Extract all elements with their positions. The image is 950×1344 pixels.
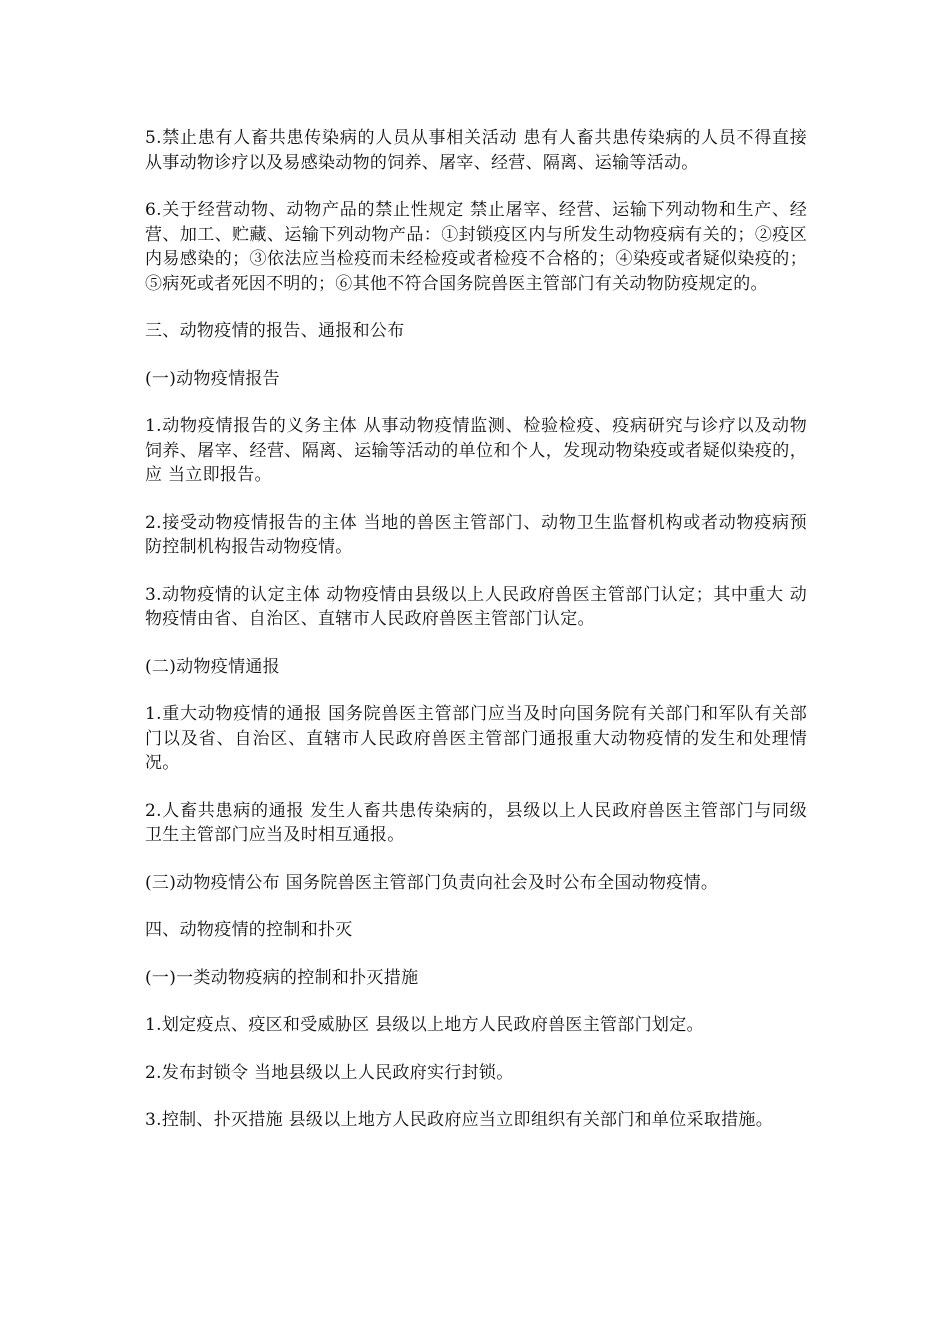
document-page bbox=[145, 126, 807, 1156]
para-report-obligor: 1.动物疫情报告的义务主体 从事动物疫情监测、检验检疫、疫病研究与诊疗以及动物饲养、屠宰、经营、隔离、运输等活动的单位和个人，发现动物染疫或者疑似染疫的，应 当立即报告。 bbox=[145, 416, 807, 485]
para-major-notification: 1.重大动物疫情的通报 国务院兽医主管部门应当及时向国务院有关部门和军队有关部门以及省、自治区、直辖市人民政府兽医主管部门通报重大动物疫情的发生和处理情况。 bbox=[145, 704, 807, 773]
para-report-receiver: 2.接受动物疫情报告的主体 当地的兽医主管部门、动物卫生监督机构或者动物疫病预防控制机构报告动物疫情。 bbox=[145, 512, 807, 557]
para-publication: (三)动物疫情公布 国务院兽医主管部门负责向社会及时公布全国动物疫情。 bbox=[145, 872, 719, 893]
section-4-heading: 四、动物疫情的控制和扑灭 bbox=[145, 920, 353, 940]
para-blockade-order: 2.发布封锁令 当地县级以上人民政府实行封锁。 bbox=[145, 1062, 514, 1083]
para-zoonosis-notification: 2.人畜共患病的通报 发生人畜共患传染病的，县级以上人民政府兽医主管部门与同级卫生主管部门应当及时相互通报。 bbox=[145, 800, 807, 845]
para-5-ban-infected-personnel: 5.禁止患有人畜共患传染病的人员从事相关活动 患有人畜共患传染病的人员不得直接从事动物诊疗以及易感染动物的饲养、屠宰、经营、隔离、运输等活动。 bbox=[145, 128, 807, 173]
para-delimit-zones: 1.划定疫点、疫区和受威胁区 县级以上地方人民政府兽医主管部门划定。 bbox=[145, 1015, 704, 1035]
subsection-3-2-heading: (二)动物疫情通报 bbox=[145, 656, 280, 677]
para-report-confirmation: 3.动物疫情的认定主体 动物疫情由县级以上人民政府兽医主管部门认定；其中重大 动物疫情由省、自治区、直辖市人民政府兽医主管部门认定。 bbox=[145, 584, 807, 629]
para-control-measures: 3.控制、扑灭措施 县级以上地方人民政府应当立即组织有关部门和单位采取措施。 bbox=[145, 1110, 774, 1130]
subsection-4-1-heading: (一)一类动物疫病的控制和扑灭措施 bbox=[145, 967, 419, 988]
para-6-prohibited-trading: 6.关于经营动物、动物产品的禁止性规定 禁止屠宰、经营、运输下列动物和生产、经营、加工、贮藏、运输下列动物产品：①封锁疫区内与所发生动物疫病有关的；②疫区内易感染的；③依法应当检疫而未经检疫或者检疫不合格的；④染疫或者疑似染疫的；⑤病死或者死因不明的；⑥其他不符合国务院兽医主管部门有关动物防疫规定的。 bbox=[145, 200, 807, 294]
subsection-3-1-heading: (一)动物疫情报告 bbox=[145, 368, 280, 389]
section-3-heading: 三、动物疫情的报告、通报和公布 bbox=[145, 321, 405, 341]
